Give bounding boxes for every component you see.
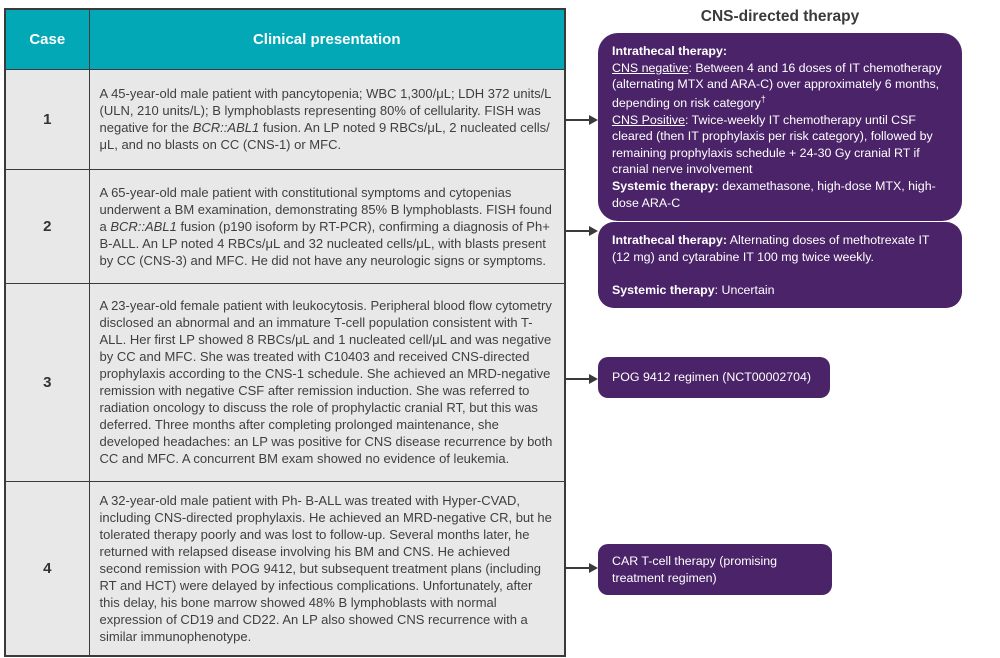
case3-clinical-presentation: A 23-year-old female patient with leukocytosis. Peripheral blood flow cytometry disclosed an abnormal and an immature T-cell population consistent with T-ALL. Her first LP showed 8 RBCs/μL and 1 nucleated cell/μL and was negative by CC and MFC. She was treated with C10403 and received CNS-directed prophylaxis according to the CNS-1 schedule. She achieved an MRD-negative remission with negative CSF after remission induction. She was referred to radiation oncology to discuss the role of prophylactic cranial RT, but this was deferred. Three months after completing prolonged maintenance, she developed headaches: an LP was positive for CNS disease recurrence by both CC and MFC. A concurrent BM exam showed no evidence of leukemia. bbox=[89, 283, 565, 481]
therapy-box-case4: CAR T-cell therapy (promising treatment regimen) bbox=[598, 544, 832, 595]
therapy-box-case1: Intrathecal therapy: CNS negative: Between 4 and 16 doses of IT chemotherapy (alternating MTX and ARA-C) over approximately 6 months, depending on risk category† CNS Positive: Twice-weekly IT chemotherapy until CSF cleared (then IT prophylaxis per risk category), followed by remaining prophylaxis schedule + 24-30 Gy cranial RT if cranial nerve involvement Systemic therapy: dexamethasone, high-dose MTX, high-dose ARA-C bbox=[598, 33, 962, 221]
case1-number: 1 bbox=[5, 69, 89, 169]
table-header-row bbox=[5, 9, 565, 69]
case3-arrow-icon bbox=[566, 378, 589, 380]
case1-clinical-presentation: A 45-year-old male patient with pancytopenia; WBC 1,300/μL; LDH 372 units/L (ULN, 210 units/L); B lymphoblasts representing 80% of cellularity. FISH was negative for the BCR::ABL1 fusion. An LP noted 9 RBCs/μL, 2 nucleated cells/μL, and no blasts on CC (CNS-1) or MFC. bbox=[89, 69, 565, 169]
table-row-case3 bbox=[5, 283, 565, 481]
therapy-box-case3: POG 9412 regimen (NCT00002704) bbox=[598, 357, 830, 398]
case4-clinical-presentation: A 32-year-old male patient with Ph- B-ALL was treated with Hyper-CVAD, including CNS-directed prophylaxis. He achieved an MRD-negative CR, but he tolerated therapy poorly and was lost to follow-up. Several months later, he returned with relapsed disease involving his BM and CNS. He achieved second remission with POG 9412, but subsequent treatment plans (including RT and HCT) were delayed by infectious complications. Unfortunately, after this delay, his bone marrow showed 48% B lymphoblasts with normal expression of CD19 and CD22. An LP also showed CNS recurrence with a similar immunophenotype. bbox=[89, 481, 565, 656]
table-row-case2 bbox=[5, 169, 565, 283]
therapy-box-case2: Intrathecal therapy: Alternating doses of methotrexate IT (12 mg) and cytarabine IT 100 mg twice weekly. Systemic therapy: Uncertain bbox=[598, 222, 962, 308]
table-row-case4 bbox=[5, 481, 565, 656]
therapy-column-title: CNS-directed therapy bbox=[700, 8, 860, 25]
table-header-case: Case bbox=[5, 9, 89, 69]
case2-arrow-icon bbox=[566, 230, 589, 232]
case4-arrow-icon bbox=[566, 567, 589, 569]
case2-clinical-presentation: A 65-year-old male patient with constitutional symptoms and cytopenias underwent a BM examination, demonstrating 85% B lymphoblasts. FISH found a BCR::ABL1 fusion (p190 isoform by RT-PCR), confirming a diagnosis of Ph+ B-ALL. An LP noted 4 RBCs/μL and 32 nucleated cells/μL, with blasts present by CC (CNS-3) and MFC. He did not have any neurologic signs or symptoms. bbox=[89, 169, 565, 283]
table-row-case1 bbox=[5, 69, 565, 169]
case1-arrow-icon bbox=[566, 119, 589, 121]
table-header-clinical-presentation: Clinical presentation bbox=[89, 9, 565, 69]
case4-number: 4 bbox=[5, 481, 89, 656]
case3-number: 3 bbox=[5, 283, 89, 481]
case-table bbox=[4, 8, 566, 657]
case2-number: 2 bbox=[5, 169, 89, 283]
